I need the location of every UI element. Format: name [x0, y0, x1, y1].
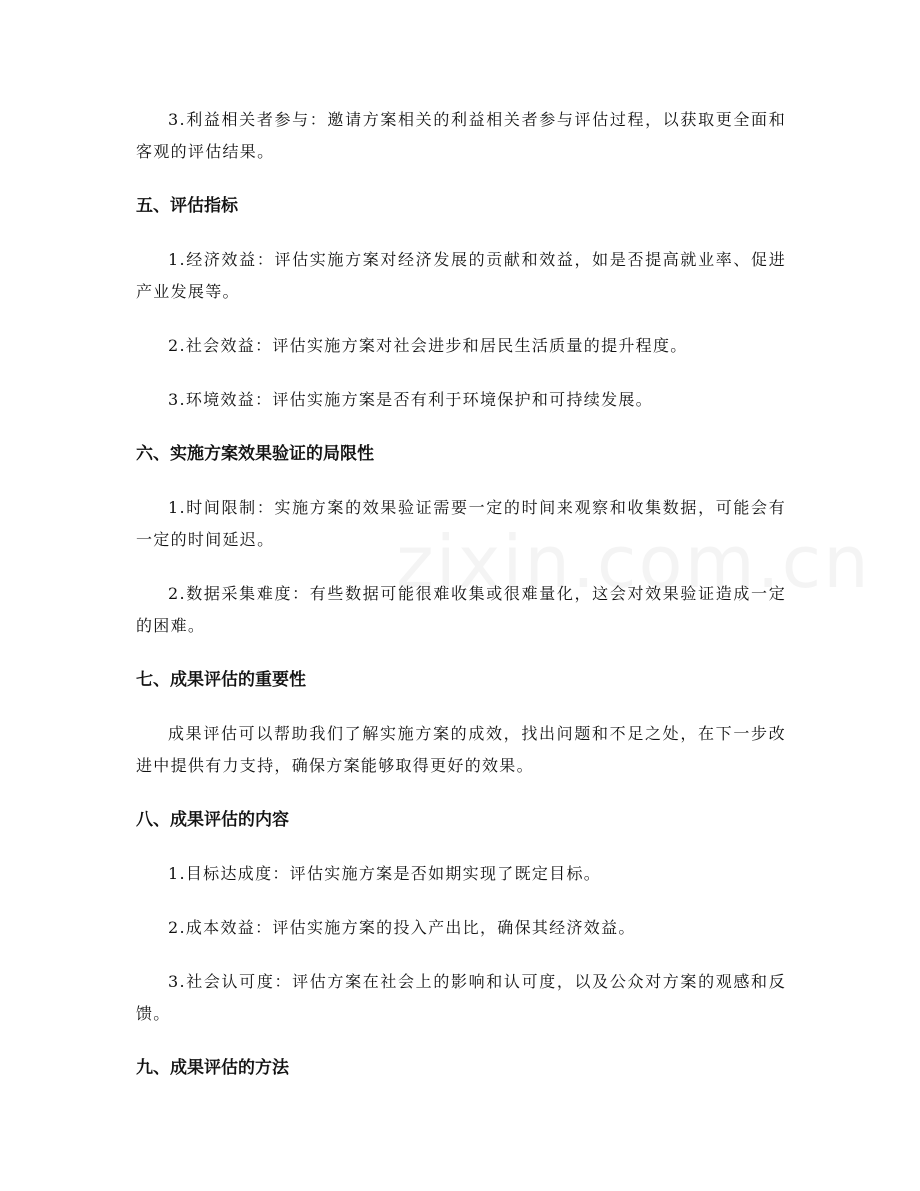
paragraph: 1.目标达成度：评估实施方案是否如期实现了既定目标。: [168, 864, 602, 883]
section-heading: 八、成果评估的内容: [136, 810, 289, 830]
paragraph: 3.环境效益：评估实施方案是否有利于环境保护和可持续发展。: [168, 390, 653, 409]
section-heading: 九、成果评估的方法: [136, 1058, 289, 1078]
section-heading: 五、评估指标: [136, 196, 238, 216]
document-body: [136, 104, 786, 1084]
paragraph: 2.社会效益：评估实施方案对社会进步和居民生活质量的提升程度。: [168, 336, 688, 355]
paragraph: 2.成本效益：评估实施方案的投入产出比，确保其经济效益。: [168, 918, 636, 937]
paragraph: 1.时间限制：实施方案的效果验证需要一定的时间来观察和收集数据，可能会有一定的时间延迟。: [136, 498, 786, 549]
paragraph: 3.利益相关者参与：邀请方案相关的利益相关者参与评估过程，以获取更全面和客观的评估结果。: [136, 110, 786, 161]
paragraph: 2.数据采集难度：有些数据可能很难收集或很难量化，这会对效果验证造成一定的困难。: [136, 584, 786, 635]
section-heading: 六、实施方案效果验证的局限性: [136, 444, 374, 464]
paragraph: 1.经济效益：评估实施方案对经济发展的贡献和效益，如是否提高就业率、促进产业发展等。: [136, 250, 786, 301]
paragraph: 成果评估可以帮助我们了解实施方案的成效，找出问题和不足之处，在下一步改进中提供有力支持，确保方案能够取得更好的效果。: [136, 724, 786, 775]
section-heading: 七、成果评估的重要性: [136, 670, 306, 690]
paragraph: 3.社会认可度：评估方案在社会上的影响和认可度，以及公众对方案的观感和反馈。: [136, 972, 786, 1023]
